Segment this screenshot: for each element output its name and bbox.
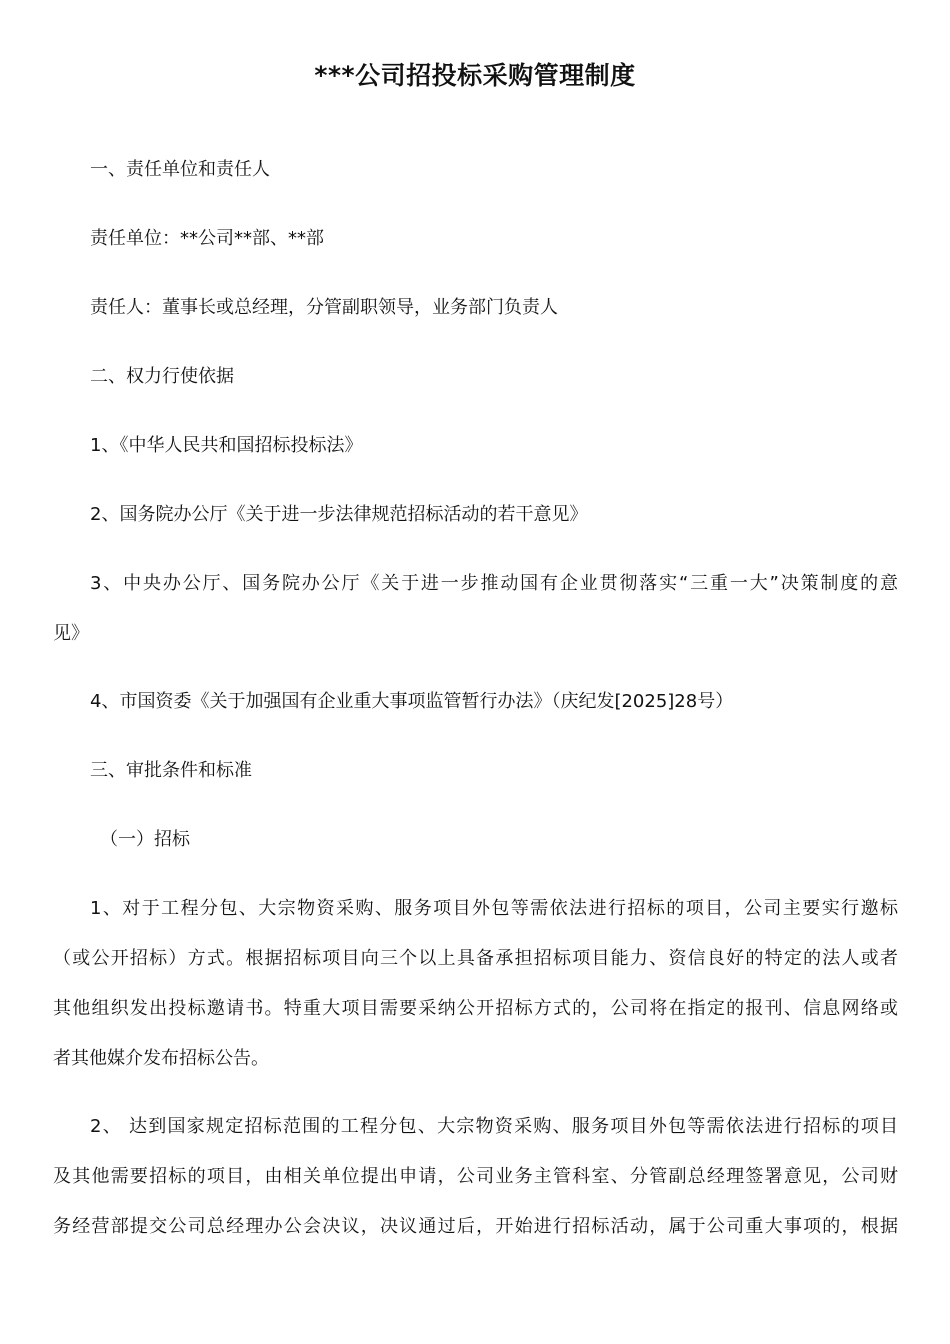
basis-item-3: 3、中央办公厅、国务院办公厅《关于进一步推动国有企业贯彻落实“三重一大”决策制度的意 [90, 573, 898, 594]
paragraph-1-line-1: 1、对于工程分包、大宗物资采购、服务项目外包等需依法进行招标的项目，公司主要实行邀标 [90, 898, 898, 919]
responsible-unit-line: 责任单位：**公司**部、**部 [90, 228, 324, 249]
paragraph-1-line-4: 者其他媒介发布招标公告。 [53, 1048, 269, 1069]
section-heading-responsibility: 一、责任单位和责任人 [90, 159, 270, 180]
section-heading-criteria: 三、审批条件和标准 [90, 760, 252, 781]
responsible-person-line: 责任人：董事长或总经理，分管副职领导，业务部门负责人 [90, 297, 558, 318]
basis-item-4: 4、市国资委《关于加强国有企业重大事项监管暂行办法》（庆纪发[2025]28号） [90, 691, 734, 712]
paragraph-1-line-2: （或公开招标）方式。根据招标项目向三个以上具备承担招标项目能力、资信良好的特定的法人或者 [53, 948, 898, 969]
paragraph-2-line-2: 及其他需要招标的项目，由相关单位提出申请，公司业务主管科室、分管副总经理签署意见，公司财 [53, 1166, 898, 1187]
basis-item-1: 1、《中华人民共和国招标投标法》 [90, 435, 363, 456]
basis-item-2: 2、国务院办公厅《关于进一步法律规范招标活动的若干意见》 [90, 504, 588, 525]
subsection-heading-bidding: （一）招标 [100, 829, 190, 850]
basis-item-3-continued: 见》 [53, 623, 89, 644]
paragraph-1-line-3: 其他组织发出投标邀请书。特重大项目需要采纳公开招标方式的，公司将在指定的报刊、信息网络或 [53, 998, 898, 1019]
document-title: ***公司招投标采购管理制度 [314, 61, 636, 90]
paragraph-2-line-1: 2、 达到国家规定招标范围的工程分包、大宗物资采购、服务项目外包等需依法进行招标的项目 [90, 1116, 898, 1137]
section-heading-basis: 二、权力行使依据 [90, 366, 234, 387]
paragraph-2-line-3: 务经营部提交公司总经理办公会决议，决议通过后，开始进行招标活动，属于公司重大事项的，根据 [53, 1216, 898, 1237]
